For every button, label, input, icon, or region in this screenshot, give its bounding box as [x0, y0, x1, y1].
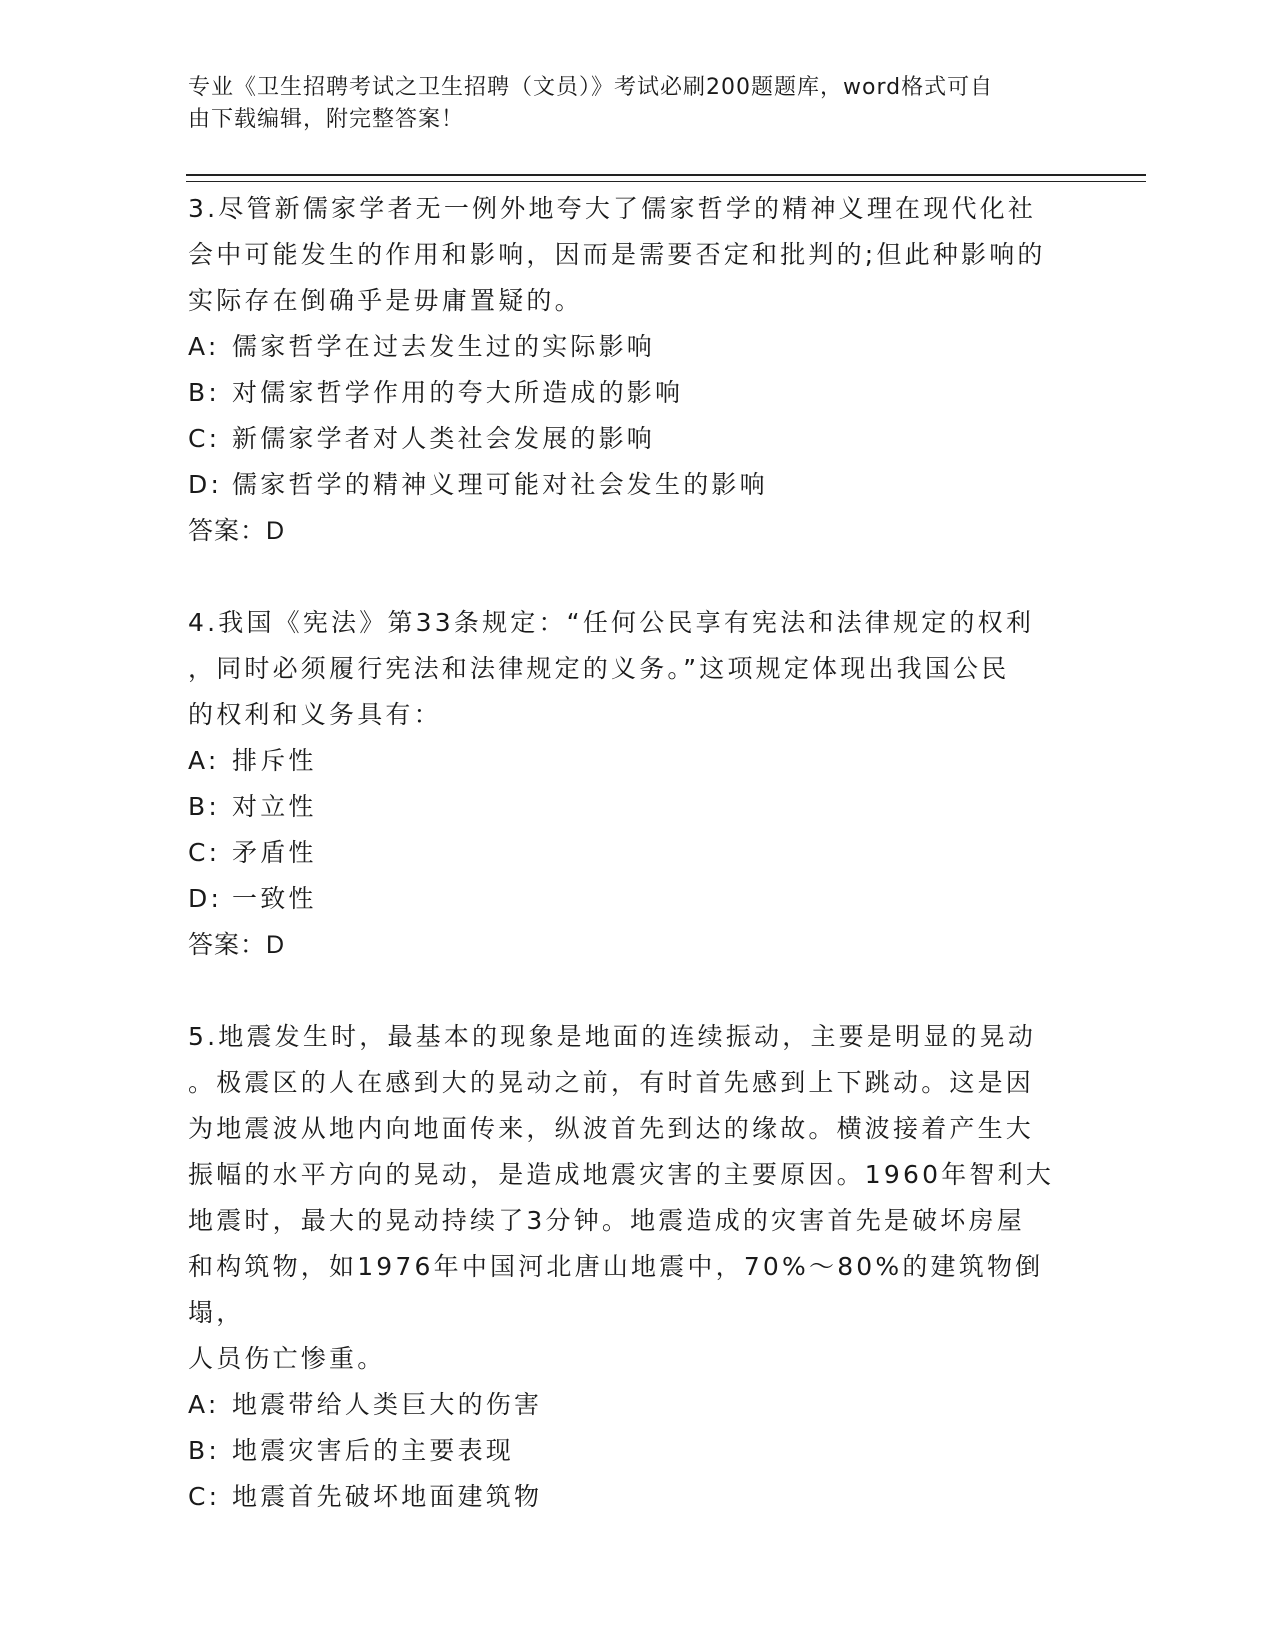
option-c	[188, 1474, 1088, 1520]
question-stem-line: 为地震波从地内向地面传来，纵波首先到达的缘故。横波接着产生大	[188, 1114, 1035, 1143]
option-text: 一致性	[232, 884, 317, 913]
question-stem-line: 3.尽管新儒家学者无一例外地夸大了儒家哲学的精神义理在现代化社	[188, 194, 1037, 223]
option-key: B:	[188, 1436, 220, 1465]
option-b	[188, 370, 1088, 416]
option-text: 地震灾害后的主要表现	[232, 1436, 515, 1465]
question-stem-line: 振幅的水平方向的晃动，是造成地震灾害的主要原因。1960年智利大	[188, 1160, 1055, 1189]
option-key: B:	[188, 792, 220, 821]
option-key: D:	[188, 470, 223, 499]
option-text: 地震带给人类巨大的伤害	[232, 1390, 543, 1419]
question-stem-line: 人员伤亡惨重。	[188, 1344, 386, 1373]
option-text: 矛盾性	[232, 838, 317, 867]
option-c	[188, 416, 1088, 462]
option-text: 儒家哲学在过去发生过的实际影响	[232, 332, 656, 361]
option-key: D:	[188, 884, 223, 913]
option-d	[188, 462, 1088, 508]
question-stem-line: 的权利和义务具有：	[188, 700, 442, 729]
option-text: 对立性	[232, 792, 317, 821]
question-stem-line: 5.地震发生时，最基本的现象是地面的连续振动，主要是明显的晃动	[188, 1022, 1037, 1051]
question-5	[188, 1014, 1088, 1520]
option-text: 儒家哲学的精神义理可能对社会发生的影响	[232, 470, 768, 499]
option-a	[188, 1382, 1088, 1428]
header-rule-thick	[186, 174, 1146, 176]
question-stem-line: 4.我国《宪法》第33条规定：“任何公民享有宪法和法律规定的权利	[188, 608, 1035, 637]
option-key: A:	[188, 1390, 220, 1419]
question-stem-line: 。极震区的人在感到大的晃动之前，有时首先感到上下跳动。这是因	[188, 1068, 1035, 1097]
question-4	[188, 600, 1088, 968]
question-3	[188, 186, 1088, 554]
option-text: 排斥性	[232, 746, 317, 775]
question-list	[188, 186, 1088, 1566]
header-line-2: 由下载编辑，附完整答案！	[188, 107, 465, 132]
option-key: C:	[188, 1482, 221, 1511]
option-text: 地震首先破坏地面建筑物	[232, 1482, 543, 1511]
question-stem-line: 实际存在倒确乎是毋庸置疑的。	[188, 286, 583, 315]
question-stem-line: 会中可能发生的作用和影响，因而是需要否定和批判的;但此种影响的	[188, 240, 1046, 269]
option-key: C:	[188, 424, 221, 453]
question-stem-line: ，同时必须履行宪法和法律规定的义务。”这项规定体现出我国公民	[188, 654, 1010, 683]
option-key: B:	[188, 378, 220, 407]
header-rule-thin	[186, 181, 1146, 182]
document-header	[188, 72, 1068, 136]
option-d	[188, 876, 1088, 922]
option-key: C:	[188, 838, 221, 867]
answer-line: 答案：D	[188, 517, 286, 545]
option-key: A:	[188, 746, 220, 775]
question-stem-line: 地震时，最大的晃动持续了3分钟。地震造成的灾害首先是破坏房屋	[188, 1206, 1025, 1235]
answer-line: 答案：D	[188, 931, 286, 959]
option-text: 对儒家哲学作用的夸大所造成的影响	[232, 378, 684, 407]
option-b	[188, 784, 1088, 830]
option-a	[188, 738, 1088, 784]
option-b	[188, 1428, 1088, 1474]
option-c	[188, 830, 1088, 876]
option-key: A:	[188, 332, 220, 361]
option-text: 新儒家学者对人类社会发展的影响	[232, 424, 656, 453]
question-stem-line: 和构筑物，如1976年中国河北唐山地震中，70%～80%的建筑物倒塌，	[188, 1252, 1044, 1327]
header-line-1: 专业《卫生招聘考试之卫生招聘（文员）》考试必刷200题题库，word格式可自	[188, 75, 994, 100]
option-a	[188, 324, 1088, 370]
